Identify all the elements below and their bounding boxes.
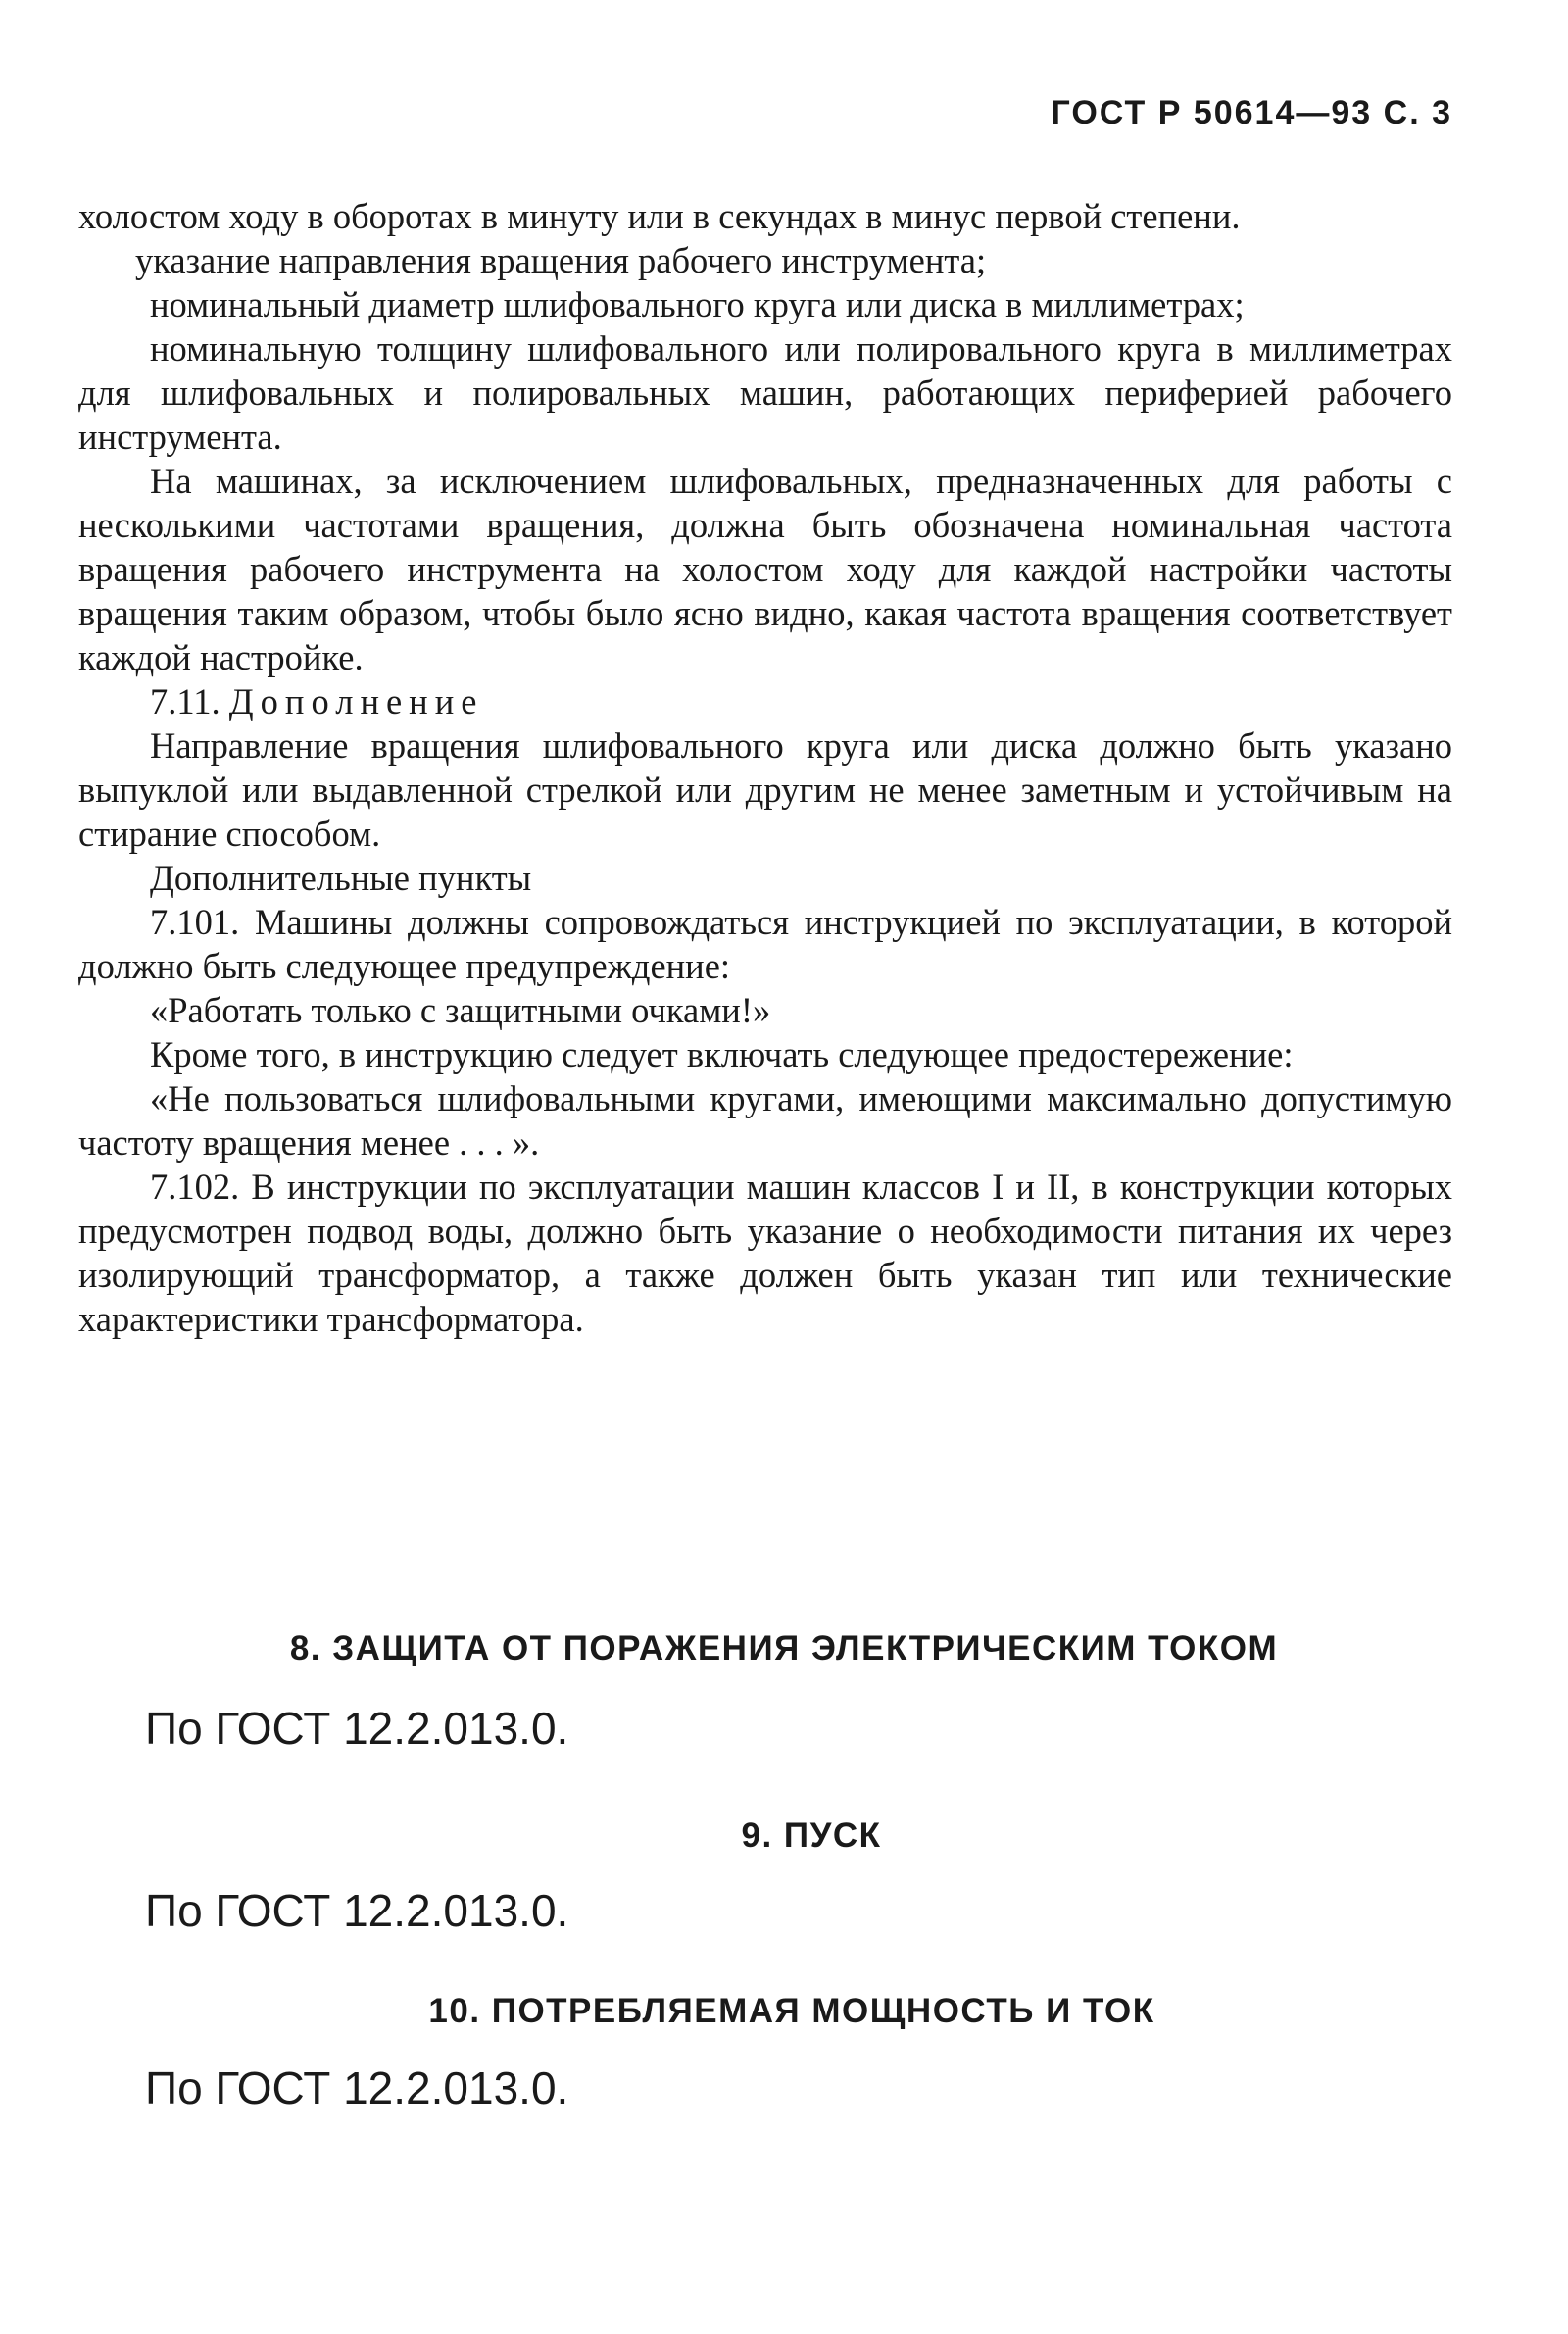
- paragraph: На машинах, за исключением шлифовальных, предназначенных для работы с несколькими частотами вращения, должна быть обозначена номинальная частота вращения рабочего инструмента на холостом ходу для каждой настройки частоты вращения таким образом, чтобы было ясно видно, какая частота вращения соответствует каждой настройке.: [78, 461, 1452, 677]
- running-title: ГОСТ Р 50614—93 С. 3: [1051, 94, 1452, 131]
- clause-7-11-heading: [78, 679, 1452, 723]
- section-heading: 8. ЗАЩИТА ОТ ПОРАЖЕНИЯ ЭЛЕКТРИЧЕСКИМ ТОКОМ: [289, 1629, 1279, 1667]
- paragraph: указание направления вращения рабочего инструмента;: [135, 240, 987, 280]
- main-text: [78, 194, 1452, 1341]
- clause-7-102: 7.102. В инструкции по эксплуатации машин классов I и II, в конструкции которых предусмотрен подвод воды, должно быть указание о необходимости питания их через изолирующий трансформатор, а также должен быть указан тип или технические характеристики трансформатора.: [78, 1167, 1452, 1339]
- section-reference: По ГОСТ 12.2.013.0.: [145, 1885, 569, 1936]
- paragraph: холостом ходу в оборотах в минуту или в секундах в минус первой степени.: [78, 196, 1241, 236]
- section-reference: По ГОСТ 12.2.013.0.: [145, 2062, 569, 2113]
- warning-text: «Не пользоваться шлифовальными кругами, имеющими максимально допустимую частоту вращения менее . . . ».: [78, 1078, 1452, 1163]
- additional-items-title: Дополнительные пункты: [150, 858, 532, 898]
- section-heading: 9. ПУСК: [741, 1816, 882, 1855]
- clause-number: 7.11.: [150, 681, 220, 721]
- paragraph: Кроме того, в инструкцию следует включать следующее предостережение:: [150, 1034, 1294, 1074]
- paragraph: Направление вращения шлифовального круга или диска должно быть указано выпуклой или выдавленной стрелкой или другим не менее заметным и устойчивым на стирание способом.: [78, 725, 1452, 854]
- clause-7-101: 7.101. Машины должны сопровождаться инструкцией по эксплуатации, в которой должно быть следующее предупреждение:: [78, 902, 1452, 986]
- warning-text: «Работать только с защитными очками!»: [150, 990, 771, 1030]
- paragraph: номинальную толщину шлифовального или полировального круга в миллиметрах для шлифовальных и полировальных машин, работающих периферией рабочего инструмента.: [78, 328, 1452, 457]
- section-reference: По ГОСТ 12.2.013.0.: [145, 1703, 569, 1754]
- section-heading: 10. ПОТРЕБЛЯЕМАЯ МОЩНОСТЬ И ТОК: [428, 1992, 1155, 2030]
- paragraph: номинальный диаметр шлифовального круга или диска в миллиметрах;: [150, 284, 1245, 324]
- clause-title: Дополнение: [228, 681, 484, 721]
